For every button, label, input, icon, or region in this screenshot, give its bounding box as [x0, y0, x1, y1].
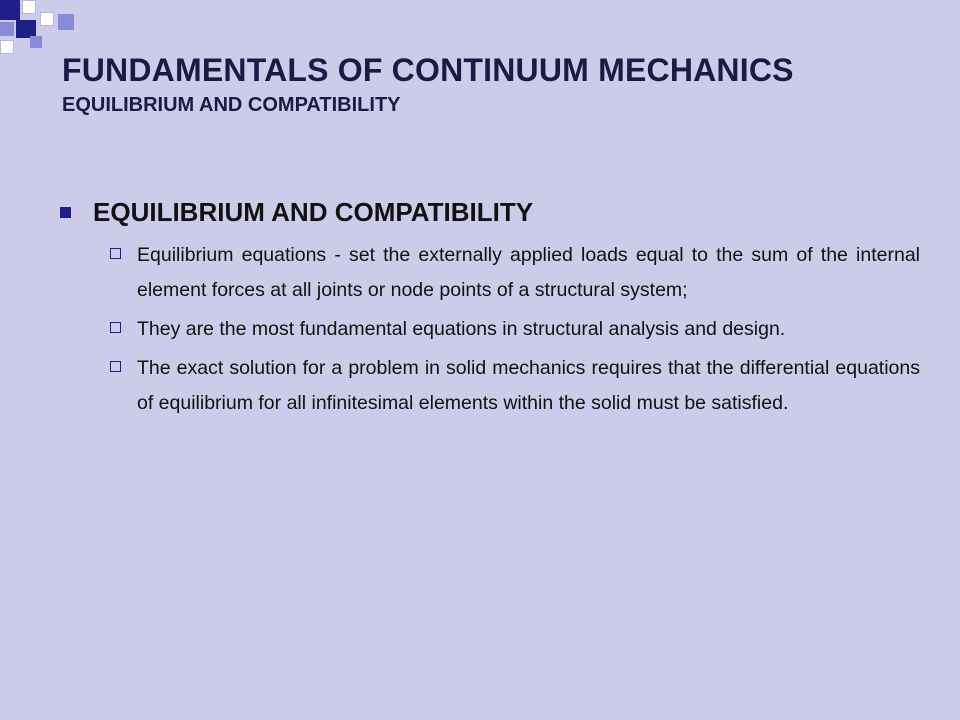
decor-square	[0, 40, 14, 54]
decor-square	[30, 36, 42, 48]
title-block	[62, 50, 942, 118]
hollow-square-bullet-icon	[110, 248, 121, 259]
decor-square	[40, 12, 54, 26]
list-item-text: Equilibrium equations - set the externally applied loads equal to the sum of the internal element forces at all joints or node points of a structural system;	[137, 244, 920, 301]
list-item	[110, 351, 920, 421]
decor-square	[0, 22, 14, 36]
page-subtitle: EQUILIBRIUM AND COMPATIBILITY	[62, 94, 401, 116]
list-item-text: The exact solution for a problem in solid mechanics requires that the differential equations of equilibrium for all infinitesimal elements within the solid must be satisfied.	[137, 357, 920, 414]
filled-square-bullet-icon	[60, 207, 71, 218]
section-heading	[60, 192, 920, 232]
list-item	[110, 312, 920, 347]
decor-square	[22, 0, 36, 14]
page-title: FUNDAMENTALS OF CONTINUUM MECHANICS	[62, 52, 794, 88]
decor-square	[58, 14, 74, 30]
section-heading-text: EQUILIBRIUM AND COMPATIBILITY	[93, 197, 534, 227]
hollow-square-bullet-icon	[110, 361, 121, 372]
list-item	[110, 238, 920, 308]
list-item-text: They are the most fundamental equations in structural analysis and design.	[137, 318, 786, 340]
hollow-square-bullet-icon	[110, 322, 121, 333]
slide-content	[60, 192, 920, 425]
decor-square	[0, 0, 20, 20]
